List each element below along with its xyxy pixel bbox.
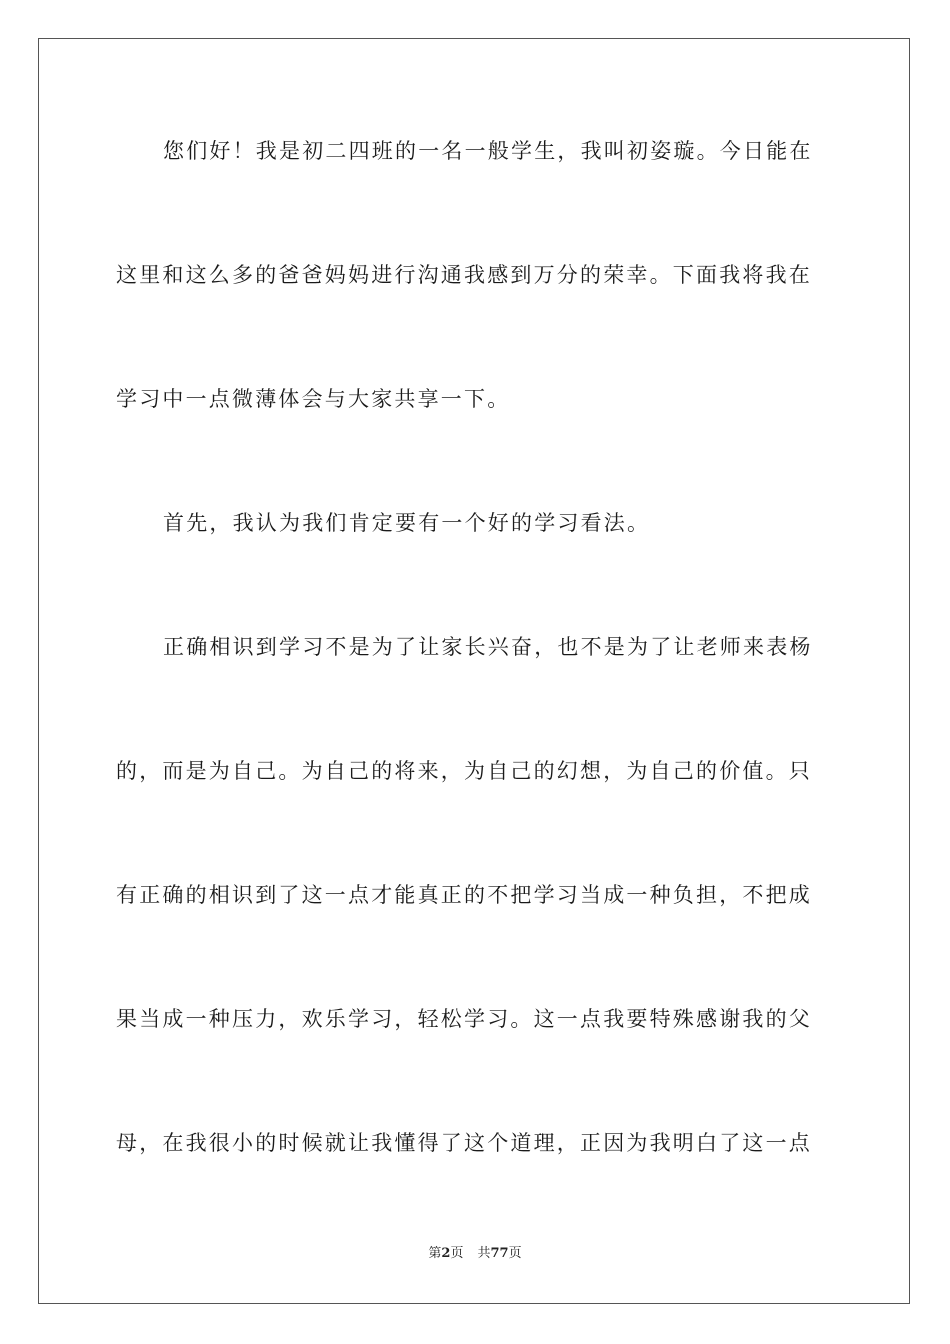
total-prefix: 共 [477,1246,491,1261]
page-footer [0,1245,950,1263]
paragraph-line: 母，在我很小的时候就让我懂得了这个道理，正因为我明白了这一点 [116,1131,812,1155]
paragraph-line: 果当成一种压力，欢乐学习，轻松学习。这一点我要特殊感谢我的父 [116,1007,812,1031]
total-suffix: 页 [508,1246,522,1261]
page-number: 2 [441,1246,451,1261]
page-suffix: 页 [450,1246,464,1261]
paragraph-line: 正确相识到学习不是为了让家长兴奋，也不是为了让老师来表杨 [163,635,813,659]
page-prefix: 第 [428,1246,442,1261]
paragraph-line: 的，而是为自己。为自己的将来，为自己的幻想，为自己的价值。只 [116,759,812,783]
page-frame [38,38,910,1304]
total-pages: 77 [490,1246,509,1261]
paragraph-line: 这里和这么多的爸爸妈妈进行沟通我感到万分的荣幸。下面我将我在 [116,263,812,287]
paragraph-line: 首先，我认为我们肯定要有一个好的学习看法。 [163,511,651,535]
paragraph-line: 您们好！我是初二四班的一名一般学生，我叫初姿璇。今日能在 [163,139,813,163]
paragraph-line: 学习中一点微薄体会与大家共享一下。 [116,387,511,411]
paragraph-line: 有正确的相识到了这一点才能真正的不把学习当成一种负担，不把成 [116,883,812,907]
